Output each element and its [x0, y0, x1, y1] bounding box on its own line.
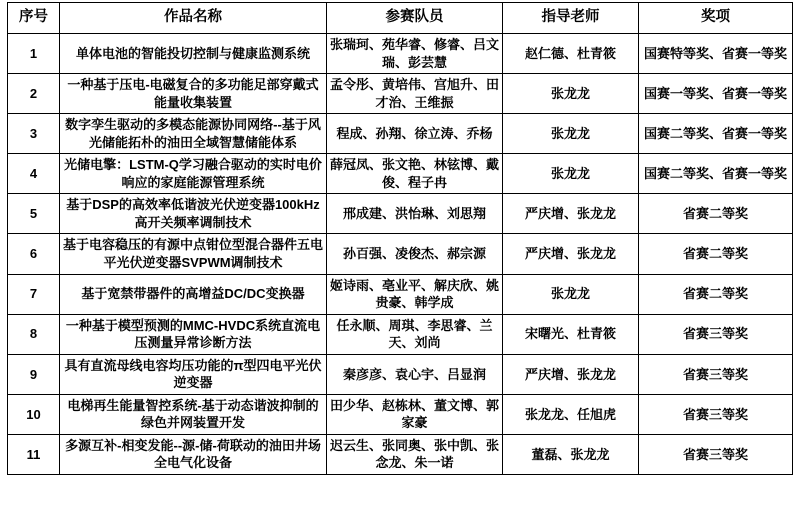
cell-title: 一种基于压电-电磁复合的多功能足部穿戴式能量收集装置 [60, 74, 327, 114]
cell-award: 省赛三等奖 [639, 394, 793, 434]
cell-advisor: 严庆增、张龙龙 [503, 234, 639, 274]
table-row [8, 234, 793, 274]
cell-award: 国赛一等奖、省赛一等奖 [639, 74, 793, 114]
cell-members: 孙百强、凌俊杰、郝宗源 [327, 234, 503, 274]
document-page [0, 2, 799, 519]
table-row [8, 434, 793, 474]
table-header-row [8, 3, 793, 34]
table-row [8, 194, 793, 234]
cell-index: 5 [8, 194, 60, 234]
column-header-advisor: 指导老师 [503, 3, 639, 34]
cell-title: 多源互补-相变发能--源-储-荷联动的油田井场全电气化设备 [60, 434, 327, 474]
cell-advisor: 张龙龙 [503, 154, 639, 194]
table-row [8, 354, 793, 394]
table-row [8, 34, 793, 74]
column-header-index: 序号 [8, 3, 60, 34]
cell-index: 11 [8, 434, 60, 474]
award-table [7, 2, 793, 475]
table-row [8, 154, 793, 194]
cell-advisor: 张龙龙 [503, 74, 639, 114]
cell-index: 4 [8, 154, 60, 194]
cell-award: 省赛二等奖 [639, 274, 793, 314]
cell-index: 6 [8, 234, 60, 274]
cell-title: 电梯再生能量智控系统-基于动态谐波抑制的绿色并网装置开发 [60, 394, 327, 434]
cell-members: 孟令彤、黄培伟、宫旭升、田才治、王维振 [327, 74, 503, 114]
table-row [8, 274, 793, 314]
cell-index: 9 [8, 354, 60, 394]
cell-index: 3 [8, 114, 60, 154]
cell-advisor: 张龙龙 [503, 114, 639, 154]
cell-index: 2 [8, 74, 60, 114]
table-row [8, 114, 793, 154]
cell-advisor: 张龙龙、任旭虎 [503, 394, 639, 434]
cell-advisor: 严庆增、张龙龙 [503, 194, 639, 234]
cell-award: 省赛三等奖 [639, 434, 793, 474]
cell-index: 7 [8, 274, 60, 314]
cell-award: 国赛特等奖、省赛一等奖 [639, 34, 793, 74]
cell-award: 省赛三等奖 [639, 314, 793, 354]
cell-members: 薛冠凤、张文艳、林铉博、戴俊、程子冉 [327, 154, 503, 194]
table-body [8, 34, 793, 475]
cell-award: 国赛二等奖、省赛一等奖 [639, 154, 793, 194]
cell-members: 张瑞珂、苑华睿、修睿、吕文瑞、彭芸慧 [327, 34, 503, 74]
cell-title: 数字孪生驱动的多模态能源协同网络--基于风光储能拓朴的油田全域智慧储能体系 [60, 114, 327, 154]
cell-index: 1 [8, 34, 60, 74]
cell-title: 基于宽禁带器件的高增益DC/DC变换器 [60, 274, 327, 314]
column-header-title: 作品名称 [60, 3, 327, 34]
cell-advisor: 严庆增、张龙龙 [503, 354, 639, 394]
column-header-award: 奖项 [639, 3, 793, 34]
table-row [8, 394, 793, 434]
cell-advisor: 董磊、张龙龙 [503, 434, 639, 474]
table-row [8, 74, 793, 114]
cell-title: 具有直流母线电容均压功能的π型四电平光伏逆变器 [60, 354, 327, 394]
cell-members: 邢成建、洪怡琳、刘思翔 [327, 194, 503, 234]
cell-title: 基于DSP的高效率低谐波光伏逆变器100kHz高开关频率调制技术 [60, 194, 327, 234]
cell-index: 10 [8, 394, 60, 434]
cell-members: 程成、孙翔、徐立涛、乔杨 [327, 114, 503, 154]
cell-award: 省赛二等奖 [639, 194, 793, 234]
cell-members: 任永顺、周琪、李思睿、兰天、刘尚 [327, 314, 503, 354]
cell-award: 省赛三等奖 [639, 354, 793, 394]
cell-title: 单体电池的智能投切控制与健康监测系统 [60, 34, 327, 74]
cell-title: 一种基于模型预测的MMC-HVDC系统直流电压测量异常诊断方法 [60, 314, 327, 354]
cell-award: 省赛二等奖 [639, 234, 793, 274]
cell-title: 基于电容稳压的有源中点钳位型混合器件五电平光伏逆变器SVPWM调制技术 [60, 234, 327, 274]
cell-title: 光储电擎：LSTM-Q学习融合驱动的实时电价响应的家庭能源管理系统 [60, 154, 327, 194]
cell-members: 秦彦彦、袁心宇、吕显润 [327, 354, 503, 394]
cell-members: 田少华、赵栋林、董文博、郭家豪 [327, 394, 503, 434]
cell-advisor: 宋曙光、杜青筱 [503, 314, 639, 354]
cell-members: 迟云生、张同奥、张中凯、张念龙、朱一诺 [327, 434, 503, 474]
cell-advisor: 张龙龙 [503, 274, 639, 314]
table-header [8, 3, 793, 34]
column-header-members: 参赛队员 [327, 3, 503, 34]
cell-members: 姬诗雨、亳业平、解庆欣、姚贵豪、韩学成 [327, 274, 503, 314]
cell-index: 8 [8, 314, 60, 354]
cell-award: 国赛二等奖、省赛一等奖 [639, 114, 793, 154]
cell-advisor: 赵仁德、杜青筱 [503, 34, 639, 74]
table-row [8, 314, 793, 354]
